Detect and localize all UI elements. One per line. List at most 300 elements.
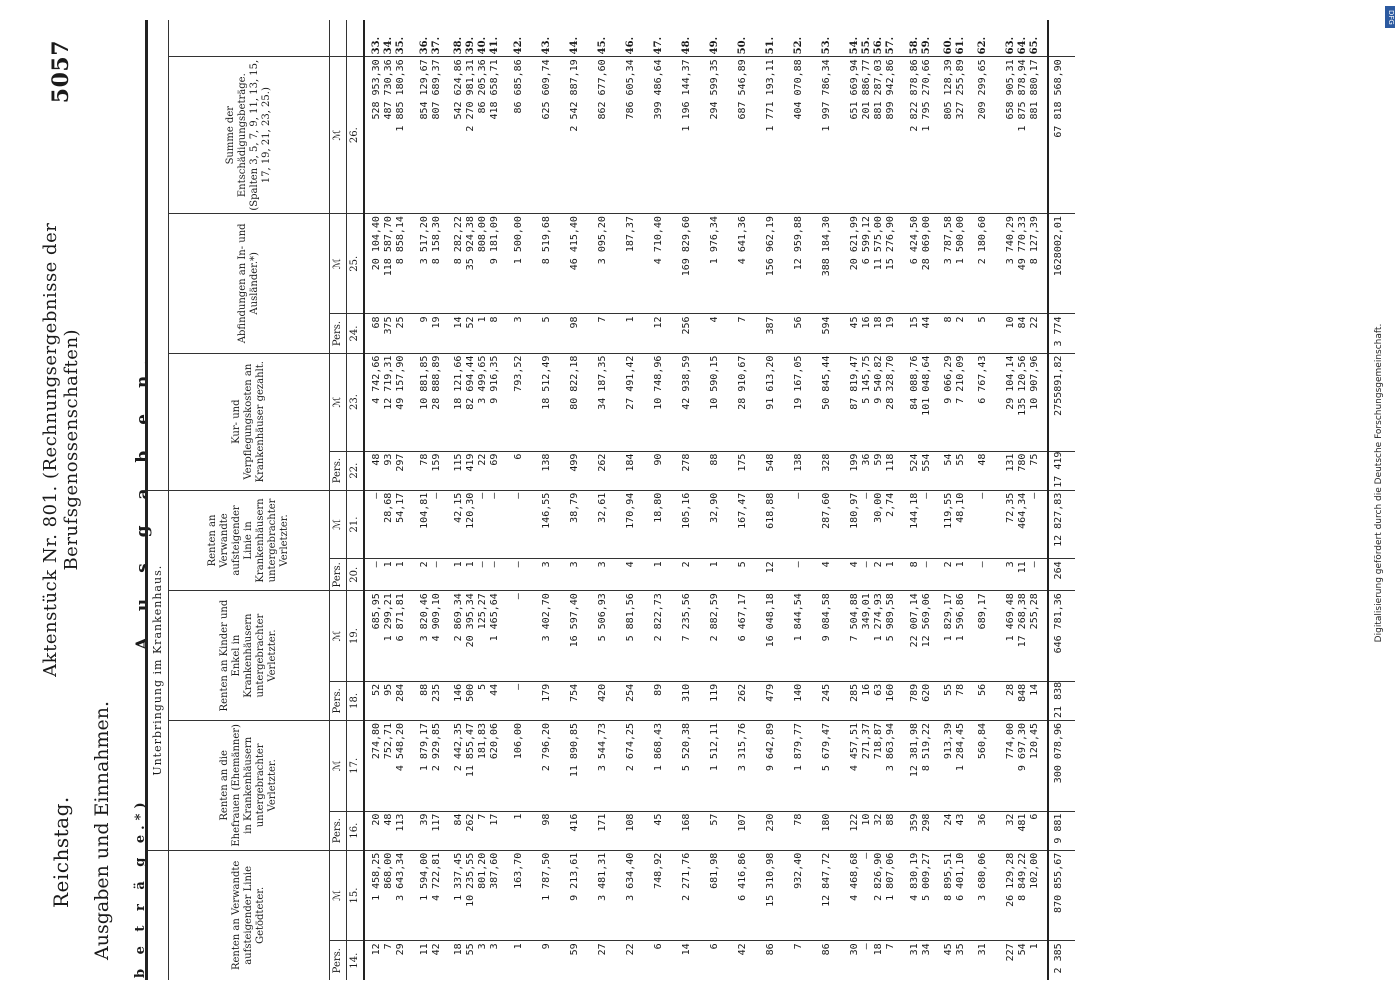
cell-c18: 479 — [759, 681, 787, 720]
cell-c21: — — [507, 490, 535, 559]
cell-c24: 387 — [759, 314, 787, 353]
cell-c19: 1 829,17 1 596,86 — [937, 591, 971, 682]
cell-c17: 12 381,98 8 519,22 — [903, 720, 937, 811]
cell-no: 44. — [563, 20, 591, 57]
table-row — [507, 20, 535, 980]
cell-c16: 20 48 113 — [364, 811, 413, 850]
cell-no: 47. — [647, 20, 675, 57]
total-c25: 1628002,01 — [1048, 214, 1075, 314]
rotated-document-page — [33, 20, 1363, 980]
cell-c21: 180,97 — 30,00 2,74 — [843, 490, 903, 559]
cell-c14: 31 34 — [909, 943, 932, 956]
table-row — [903, 20, 937, 980]
cell-c21: 105,16 — [675, 490, 703, 559]
cell-no: 46. — [619, 20, 647, 57]
cell-c20: 3 — [535, 559, 563, 591]
cell-c20: 2 1 — [937, 559, 971, 591]
cell-no: 50. — [731, 20, 759, 57]
cell-c24: 68 375 25 — [364, 314, 413, 353]
cell-c21: 104,81 — — [413, 490, 447, 559]
cell-c22: 175 — [731, 451, 759, 490]
table-body — [364, 20, 1075, 980]
cell-no: 49. — [703, 20, 731, 57]
cell-no: 52. — [787, 20, 815, 57]
cell-c23: 4 742,66 12 719,31 49 157,90 — [364, 353, 413, 451]
cell-c23: 42 938,59 — [675, 353, 703, 451]
cell-c17: 4 457,51 271,37 718,87 3 863,94 — [843, 720, 903, 811]
unit-22: Pers. — [330, 451, 347, 490]
cell-c18: 310 — [675, 681, 703, 720]
num-19: 19. — [347, 591, 365, 682]
col-title-16-17: Renten an die Ehefrauen (Ehemänner) in Krankenhäusern untergebrachter Verletzter. — [169, 720, 330, 850]
cell-c19: 3 820,46 4 909,10 — [413, 591, 447, 682]
cell-c23: 50 845,44 — [815, 353, 843, 451]
cell-c23: 91 613,20 — [759, 353, 787, 451]
col-title-18-19: Renten an Kinder und Enkel in Krankenhäusern untergebrachter Verletzter. — [169, 591, 330, 721]
cell-c18: 262 — [731, 681, 759, 720]
cell-c20: — — [971, 559, 999, 591]
cell-c19: 2 869,34 20 395,34 125,27 1 465,64 — [447, 591, 507, 682]
table-row — [787, 20, 815, 980]
cell-c18: 179 — [535, 681, 563, 720]
cell-c18: 420 — [591, 681, 619, 720]
num-15: 15. — [347, 850, 365, 941]
unit-25: ℳ — [330, 214, 347, 314]
total-c17: 300 078,96 — [1048, 720, 1075, 811]
cell-c26: 86 685,86 — [507, 57, 535, 214]
table-row — [815, 20, 843, 980]
cell-c19: 7 235,56 — [675, 591, 703, 682]
cell-c22: 88 — [703, 451, 731, 490]
cell-c26: 687 546,89 — [731, 57, 759, 214]
cell-c18: 754 — [563, 681, 591, 720]
unit-no — [330, 20, 347, 57]
cell-c16: 108 — [619, 811, 647, 850]
page-number: 5057 — [48, 40, 74, 104]
cell-no: 43. — [535, 20, 563, 57]
cell-c26: 805 128,39 327 255,89 — [937, 57, 971, 214]
cell-c26: 2 822 878,86 1 795 270,66 — [903, 57, 937, 214]
cell-c15: 748,92 — [647, 850, 675, 941]
cell-c24: 15 44 — [903, 314, 937, 353]
cell-no: 51. — [759, 20, 787, 57]
cell-c21: 72,35 464,34 — — [999, 490, 1048, 559]
cell-c24: 45 16 18 19 — [843, 314, 903, 353]
cell-c25: 169 829,60 — [675, 214, 703, 314]
cell-c22: 524 554 — [903, 451, 937, 490]
cell-c25: 187,37 — [619, 214, 647, 314]
subheader: Ausgaben und Einnahmen. — [91, 700, 113, 960]
cell-c24: 4 — [703, 314, 731, 353]
total-no — [1048, 20, 1075, 57]
cell-c23: 87 819,47 5 145,75 9 540,82 28 328,70 — [843, 353, 903, 451]
cell-c21: 618,88 — [759, 490, 787, 559]
cell-c21: 170,94 — [619, 490, 647, 559]
cell-c19: 689,17 — [971, 591, 999, 682]
cell-c17: 1 868,43 — [647, 720, 675, 811]
cell-c19: 3 402,70 — [535, 591, 563, 682]
cell-c17: 1 879,77 — [787, 720, 815, 811]
cell-c17: 774,00 9 697,30 120,45 — [999, 720, 1048, 811]
cell-no: 42. — [507, 20, 535, 57]
cell-c24: 56 — [787, 314, 815, 353]
cell-c20: 3 11 — — [999, 559, 1048, 591]
total-c14: 2 385 — [1048, 941, 1075, 980]
cell-c26: 399 486,64 — [647, 57, 675, 214]
cell-c23: 27 491,42 — [619, 353, 647, 451]
cell-c25: 20 104,40 118 587,70 8 858,14 — [364, 214, 413, 314]
total-c21: 12 827,83 — [1048, 490, 1075, 559]
cell-c17: 11 890,85 — [563, 720, 591, 811]
cell-c14: 45 35 — [943, 943, 966, 956]
cell-no: 54. 55. 56. 57. — [843, 20, 903, 57]
cell-c21: 119,55 48,10 — [937, 490, 971, 559]
cell-c25: 4 710,40 — [647, 214, 675, 314]
cell-c26: 862 677,60 — [591, 57, 619, 214]
cell-c22: 138 — [787, 451, 815, 490]
cell-c15: 15 310,98 — [759, 850, 787, 941]
total-c22: 17 419 — [1048, 451, 1075, 490]
unit-19: ℳ — [330, 591, 347, 682]
group-header-hospital: Unterbringung im Krankenhaus. — [148, 490, 169, 850]
cell-c15: 3 481,31 — [591, 850, 619, 941]
cell-c24: 98 — [563, 314, 591, 353]
cell-c26: 1 771 193,11 — [759, 57, 787, 214]
cell-c23: 6 767,43 — [971, 353, 999, 451]
table-row — [999, 20, 1048, 980]
cell-c20: — — [787, 559, 815, 591]
cell-c26: 786 605,34 — [619, 57, 647, 214]
cell-c22: 131 780 75 — [999, 451, 1048, 490]
cell-c21: — 28,68 54,17 — [364, 490, 413, 559]
table-row — [843, 20, 903, 980]
cell-c18: 89 — [647, 681, 675, 720]
cell-c23: 28 910,67 — [731, 353, 759, 451]
cell-c24: 12 — [647, 314, 675, 353]
unit-row — [330, 20, 347, 980]
col-title-26: Summe der Entschädigungsbeträge. (Spalten 3, 5, 7, 9, 11, 13, 15, 17, 19, 21, 23, 25.) — [169, 57, 330, 214]
section-title: A u s g a b e n. — [133, 349, 153, 651]
num-20: 20. — [347, 559, 365, 591]
cell-c24: 256 — [675, 314, 703, 353]
cell-c14: 31 — [977, 943, 988, 956]
cell-c24: 594 — [815, 314, 843, 353]
cell-c26: 658 905,31 1 875 878,94 881 880,17 — [999, 57, 1048, 214]
cell-c25: 156 962,19 — [759, 214, 787, 314]
cell-c16: 180 — [815, 811, 843, 850]
cell-c22: 78 159 — [413, 451, 447, 490]
cell-c17: 2 674,25 — [619, 720, 647, 811]
cell-c15: 2 271,76 — [675, 850, 703, 941]
cell-c22: 6 — [507, 451, 535, 490]
cell-c25: 8 519,68 — [535, 214, 563, 314]
cell-c26: 2 542 887,19 — [563, 57, 591, 214]
cell-c18: 245 — [815, 681, 843, 720]
cell-c17: 106,00 — [507, 720, 535, 811]
cell-c17: 2 442,35 11 855,47 181,83 620,06 — [447, 720, 507, 811]
cell-c26: 1 196 144,37 — [675, 57, 703, 214]
cell-c16: 98 — [535, 811, 563, 850]
unit-18: Pers. — [330, 681, 347, 720]
cell-c15: 1 787,50 — [535, 850, 563, 941]
cell-c16: 107 — [731, 811, 759, 850]
table-row — [413, 20, 447, 980]
num-21: 21. — [347, 490, 365, 559]
cell-c15: 1 594,00 4 722,81 — [413, 850, 447, 941]
cell-c19: 2 882,59 — [703, 591, 731, 682]
cell-c18: 55 78 — [937, 681, 971, 720]
cell-c25: 20 621,99 6 599,12 11 575,00 15 276,90 — [843, 214, 903, 314]
cell-c17: 1 879,17 2 929,85 — [413, 720, 447, 811]
cell-c21: 38,79 — [563, 490, 591, 559]
table-row — [759, 20, 787, 980]
cell-c24: 7 — [731, 314, 759, 353]
cell-c20: 4 — 2 1 — [843, 559, 903, 591]
cell-c25: 388 184,30 — [815, 214, 843, 314]
table-row — [364, 20, 413, 980]
cell-c17: 2 796,20 — [535, 720, 563, 811]
cell-c23: 80 822,18 — [563, 353, 591, 451]
cell-c15: 12 847,72 — [815, 850, 843, 941]
cell-c18: 88 235 — [413, 681, 447, 720]
col-title-20-21: Renten an Verwandte aufsteigender Linie in Krankenhäusern untergebrachter Verletzter. — [169, 490, 330, 590]
col-title-24-25: Abfindungen an In- und Ausländer.*) — [169, 214, 330, 354]
cell-c14: 86 — [765, 943, 776, 956]
table-row — [619, 20, 647, 980]
cell-c14: 14 — [681, 943, 692, 956]
unit-20: Pers. — [330, 559, 347, 591]
cell-c16: 36 — [971, 811, 999, 850]
cell-c22: 548 — [759, 451, 787, 490]
cell-c19: 5 881,56 — [619, 591, 647, 682]
cell-c23: 84 088,76 101 048,64 — [903, 353, 937, 451]
unit-17: ℳ — [330, 720, 347, 811]
cell-c22: 48 93 297 — [364, 451, 413, 490]
unit-15: ℳ — [330, 850, 347, 941]
cell-c14: 30 — 18 7 — [849, 943, 896, 956]
table-row — [563, 20, 591, 980]
col-title-22-23: Kur- und Verpflegungskosten an Krankenhäuser gezahlt. — [169, 353, 330, 490]
cell-c21: 32,61 — [591, 490, 619, 559]
cell-c15: 163,70 — [507, 850, 535, 941]
num-17: 17. — [347, 720, 365, 811]
cell-c15: 3 680,06 — [971, 850, 999, 941]
cell-c24: 5 — [535, 314, 563, 353]
cell-c14: 12 7 29 — [371, 943, 406, 956]
cell-c20: 2 — [675, 559, 703, 591]
cell-c14: 11 42 — [419, 943, 442, 956]
cell-c26: 625 609,74 — [535, 57, 563, 214]
total-c18: 21 838 — [1048, 681, 1075, 720]
cell-c26: 1 997 786,34 — [815, 57, 843, 214]
table-row — [971, 20, 999, 980]
cell-c25: 3 517,20 8 158,30 — [413, 214, 447, 314]
cell-c16: 39 117 — [413, 811, 447, 850]
cell-c23: 29 104,14 135 120,56 10 907,96 — [999, 353, 1048, 451]
total-c23: 2755891,82 — [1048, 353, 1075, 451]
cell-c20: — — [507, 559, 535, 591]
cell-c19: 2 822,73 — [647, 591, 675, 682]
header-left: Reichstag. — [49, 796, 73, 908]
cell-c24: 9 19 — [413, 314, 447, 353]
cell-c14: 227 54 1 — [1005, 943, 1040, 962]
cell-c25: 1 500,00 — [507, 214, 535, 314]
cell-c19: 5 506,93 — [591, 591, 619, 682]
cell-c20: 5 — [731, 559, 759, 591]
cell-c23: 19 167,05 — [787, 353, 815, 451]
cell-c24: 3 — [507, 314, 535, 353]
cell-c26: 528 953,30 487 730,36 1 885 180,36 — [364, 57, 413, 214]
cell-c19: 16 597,40 — [563, 591, 591, 682]
cell-c18: 285 16 63 160 — [843, 681, 903, 720]
cell-no: 48. — [675, 20, 703, 57]
cell-c19: 6 467,17 — [731, 591, 759, 682]
total-c24: 3 774 — [1048, 314, 1075, 353]
cell-c26: 854 129,67 807 689,37 — [413, 57, 447, 214]
cell-c21: 144,18 — — [903, 490, 937, 559]
cell-c18: — — [507, 681, 535, 720]
cell-c19: 7 504,88 349,01 1 274,93 5 989,58 — [843, 591, 903, 682]
cell-c20: — 1 1 — [364, 559, 413, 591]
table-row — [731, 20, 759, 980]
cell-c15: 681,98 — [703, 850, 731, 941]
cell-c16: 416 — [563, 811, 591, 850]
cell-c25: 8 282,22 35 924,38 808,00 9 181,09 — [447, 214, 507, 314]
cell-c22: 328 — [815, 451, 843, 490]
cell-c14: 27 — [597, 943, 608, 956]
cell-c21: 287,60 — [815, 490, 843, 559]
cell-c23: 9 066,29 7 210,09 — [937, 353, 971, 451]
cell-c16: 57 — [703, 811, 731, 850]
cell-c25: 3 095,20 — [591, 214, 619, 314]
cell-c23: 34 187,35 — [591, 353, 619, 451]
cell-c24: 14 52 1 8 — [447, 314, 507, 353]
cell-c26: 651 669,94 201 886,77 881 287,03 899 942,86 — [843, 57, 903, 214]
cell-c24: 5 — [971, 314, 999, 353]
cell-c21: 32,90 — [703, 490, 731, 559]
cell-c15: 1 337,45 10 235,55 801,20 387,60 — [447, 850, 507, 941]
table-row — [703, 20, 731, 980]
cell-c16: 32 481 6 — [999, 811, 1048, 850]
cell-c18: 140 — [787, 681, 815, 720]
unit-24: Pers. — [330, 314, 347, 353]
total-c15: 870 855,67 — [1048, 850, 1075, 941]
cell-c14: 42 — [737, 943, 748, 956]
cell-c22: 138 — [535, 451, 563, 490]
cell-c15: 3 634,40 — [619, 850, 647, 941]
cell-no: 62. — [971, 20, 999, 57]
cell-c14: 6 — [653, 943, 664, 950]
num-18: 18. — [347, 681, 365, 720]
table-row — [937, 20, 971, 980]
num-22: 22. — [347, 451, 365, 490]
cell-c17: 913,39 1 284,45 — [937, 720, 971, 811]
group-header-row — [148, 20, 169, 980]
cell-c15: 9 213,61 — [563, 850, 591, 941]
cell-c21: 18,80 — [647, 490, 675, 559]
column-number-row — [347, 20, 365, 980]
table-row — [675, 20, 703, 980]
cell-c19: 1 469,48 17 268,38 255,28 — [999, 591, 1048, 682]
cell-c15: 1 458,25 868,00 3 643,34 — [364, 850, 413, 941]
cell-c26: 209 299,65 — [971, 57, 999, 214]
cell-c15: 932,40 — [787, 850, 815, 941]
cell-c25: 3 787,58 1 500,00 — [937, 214, 971, 314]
col-title-no — [169, 20, 330, 57]
cell-c16: 78 — [787, 811, 815, 850]
cell-c22: 278 — [675, 451, 703, 490]
unit-26: ℳ — [330, 57, 347, 214]
num-25: 25. — [347, 214, 365, 314]
cell-c22: 199 36 59 118 — [843, 451, 903, 490]
group-blank-left — [148, 850, 169, 980]
cell-c25: 4 641,36 — [731, 214, 759, 314]
cell-c23: 793,52 — [507, 353, 535, 451]
cell-c26: 542 624,86 2 270 981,31 86 205,36 418 658,71 — [447, 57, 507, 214]
dfg-badge: DFG — [1385, 6, 1395, 28]
col-title-14-15: Renten an Verwandte aufsteigender Linie Getödteter. — [169, 850, 330, 980]
cell-c22: 184 — [619, 451, 647, 490]
cell-c18: 789 620 — [903, 681, 937, 720]
cell-c20: 1 1 — — — [447, 559, 507, 591]
cell-c14: 59 — [569, 943, 580, 956]
cell-c17: 5 520,38 — [675, 720, 703, 811]
cell-c20: 2 — — [413, 559, 447, 591]
cell-c14: 1 — [513, 943, 524, 950]
cell-c19: 22 007,14 12 569,06 — [903, 591, 937, 682]
cell-c17: 560,84 — [971, 720, 999, 811]
cell-c22: 499 — [563, 451, 591, 490]
cell-c18: 119 — [703, 681, 731, 720]
cell-c21: 167,47 — [731, 490, 759, 559]
cell-c19: 16 048,18 — [759, 591, 787, 682]
cell-c16: 359 298 — [903, 811, 937, 850]
cell-c17: 274,80 752,71 4 548,20 — [364, 720, 413, 811]
num-no — [347, 20, 365, 57]
cell-c14: 18 55 3 3 — [453, 943, 500, 956]
cell-c19: — — [507, 591, 535, 682]
cell-c20: 4 — [815, 559, 843, 591]
cell-c20: 12 — [759, 559, 787, 591]
cell-c22: 262 — [591, 451, 619, 490]
cell-c20: 4 — [619, 559, 647, 591]
cell-c24: 1 — [619, 314, 647, 353]
cell-c21: — — [971, 490, 999, 559]
cell-c15: 8 895,51 6 401,10 — [937, 850, 971, 941]
num-24: 24. — [347, 314, 365, 353]
num-23: 23. — [347, 353, 365, 451]
cell-c14: 22 — [625, 943, 636, 956]
unit-21: ℳ — [330, 490, 347, 559]
cell-c17: 1 512,11 — [703, 720, 731, 811]
table-row — [591, 20, 619, 980]
cell-c16: 84 262 7 17 — [447, 811, 507, 850]
cell-c16: 24 43 — [937, 811, 971, 850]
total-row — [1048, 20, 1075, 980]
cell-c16: 171 — [591, 811, 619, 850]
cell-c18: 52 95 284 — [364, 681, 413, 720]
cell-c25: 2 180,60 — [971, 214, 999, 314]
cell-c15: 4 468,68 — 2 826,90 1 807,06 — [843, 850, 903, 941]
total-c16: 9 881 — [1048, 811, 1075, 850]
cell-c16: 122 10 32 88 — [843, 811, 903, 850]
cell-c23: 18 512,49 — [535, 353, 563, 451]
cell-c23: 10 881,85 28 888,89 — [413, 353, 447, 451]
cell-c25: 1 976,34 — [703, 214, 731, 314]
unit-23: ℳ — [330, 353, 347, 451]
digitization-credit: Digitalisierung gefördert durch die Deutsche Forschungsgemeinschaft. — [1374, 323, 1384, 643]
cell-c24: 10 84 22 — [999, 314, 1048, 353]
